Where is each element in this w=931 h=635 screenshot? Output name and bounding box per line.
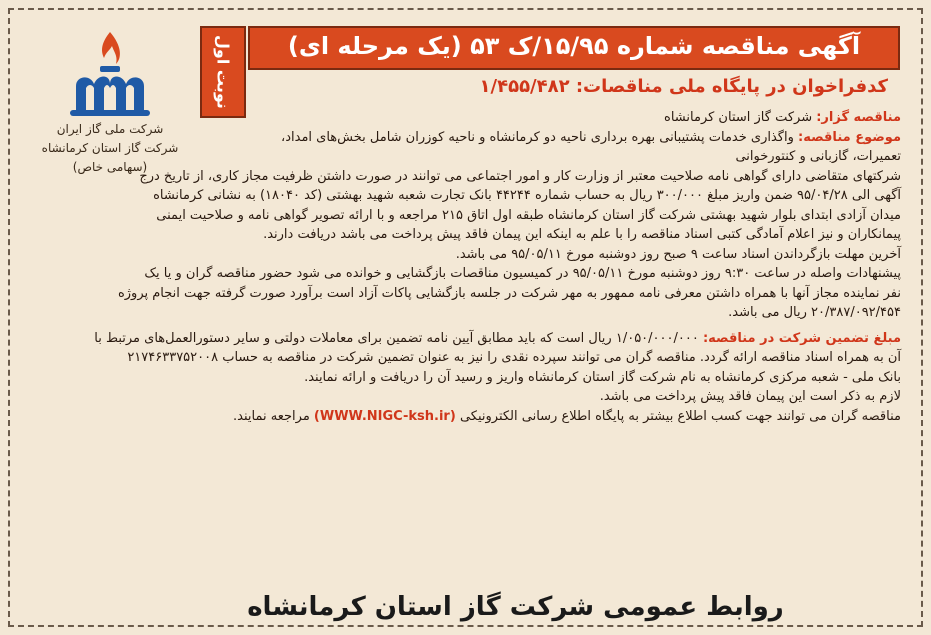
guarantee-line xyxy=(94,329,901,349)
guarantee-label: مبلغ تضمین شرکت در مناقصه: xyxy=(702,330,901,346)
company-line-1: شرکت ملی گاز ایران xyxy=(56,122,164,136)
subject-line-2: تعمیرات، گازبانی و کنتورخوانی xyxy=(735,149,901,164)
client-label: مناقصه گزار: xyxy=(816,110,901,125)
paragraph-3-line-2: نفر نماینده مجاز آنها با همراه داشتن معرفی نامه ممهور به مهر شرکت در جلسه بازگشایی پاکات آزاد است برآورد صورت گرفته جهت انجام پروژه xyxy=(117,285,901,301)
client-line xyxy=(150,108,901,128)
paragraph-4-line-3: بانک ملی - شعبه مرکزی کرمانشاه به نام شرکت گاز استان کرمانشاه واریز و رسید آن را دریافت و ارائه نمایند. xyxy=(304,369,901,385)
round-badge: نوبت اول xyxy=(200,26,246,118)
notice-title: آگهی مناقصه شماره ۱۵/۹۵/ک ۵۳ (یک مرحله ای) xyxy=(287,32,861,60)
call-code: کدفراخوان در پایگاه ملی مناقصات: ۱/۴۵۵/۴۸۲ xyxy=(479,76,888,97)
guarantee-value: ۱/۰۵۰/۰۰۰/۰۰۰ ریال است که باید مطابق آیین نامه تضمین برای معاملات دولتی و سایر دستورالعمل‌های مرتبط با xyxy=(94,330,699,346)
subject-line xyxy=(150,128,901,148)
paragraph-6-end: مراجعه نمایند. xyxy=(233,408,310,424)
nigc-logo-icon xyxy=(56,26,164,122)
paragraph-1-line-4: پیمانکاران و نیز اعلام آمادگی کتبی اسناد مناقصه را با علم به اینکه این پیمان فاقد پیش پرداخت می باشد دریافت دارند. xyxy=(263,227,901,242)
paragraph-1-line-3: میدان آزادی ابتدای بلوار شهید بهشتی شرکت گاز استان کرمانشاه طبقه اول اتاق ۲۱۵ مراجعه و با ارائه تصویر گواهی نامه و صلاحیت ایمنی xyxy=(156,207,901,223)
subject-value: واگذاری خدمات پشتیبانی بهره برداری ناحیه دو کرمانشاه و ناحیه کوزران شامل بخش‌های امداد، xyxy=(281,129,794,145)
paragraph-1-line-1: شرکتهای متقاضی دارای گواهی نامه صلاحیت معتبر از وزارت کار و امور اجتماعی می توانند در صورت داشتن ظرفیت مجاز کاری، از تاریخ درج xyxy=(139,168,901,184)
paragraph-3-line-3: ۲۰/۳۸۷/۰۹۲/۴۵۴ ریال می باشد. xyxy=(728,305,901,320)
client-value: شرکت گاز استان کرمانشاه xyxy=(664,110,813,125)
website-link[interactable]: (WWW.NIGC-ksh.ir) xyxy=(313,408,456,424)
paragraph-6-text: مناقصه گران می توانند جهت کسب اطلاع بیشتر به پایگاه اطلاع رسانی الکترونیکی xyxy=(459,408,901,424)
paragraph-5: لازم به ذکر است این پیمان فاقد پیش پرداخت می باشد. xyxy=(599,389,901,404)
company-line-2: شرکت گاز استان کرمانشاه xyxy=(41,141,179,155)
paragraph-4-line-2: آن به همراه اسناد مناقصه ارائه گردد. مناقصه گران می توانند سپرده نقدی را نیز به عنوان تضمین شرکت در مناقصه به حساب ۲۱۷۴۶۳۳۷۵۲۰۰۸ xyxy=(127,350,901,365)
footer-signature: روابط عمومی شرکت گاز استان کرمانشاه xyxy=(247,592,784,622)
company-line-3: (سهامی خاص) xyxy=(72,160,148,174)
title-bar xyxy=(248,26,900,70)
paragraph-6 xyxy=(150,407,901,427)
subject-label: موضوع مناقصه: xyxy=(798,129,901,145)
paragraph-3-line-1: پیشنهادات واصله در ساعت ۹:۳۰ روز دوشنبه مورخ ۹۵/۰۵/۱۱ در کمیسیون مناقصات بازگشایی و خوانده می شود حضور مناقصه گران و یا یک xyxy=(144,266,901,281)
paragraph-2: آخرین مهلت بازگرداندن اسناد ساعت ۹ صبح روز دوشنبه مورخ ۹۵/۰۵/۱۱ می باشد. xyxy=(455,246,901,262)
paragraph-1-line-2: آگهی الی ۹۵/۰۴/۲۸ ضمن واریز مبلغ ۳۰۰/۰۰۰ ریال به حساب شماره ۴۴۲۴۴ بانک تجارت شعبه شهید بهشتی (کد ۱۸۰۴۰) به نشانی کرمانشاه xyxy=(153,188,901,203)
